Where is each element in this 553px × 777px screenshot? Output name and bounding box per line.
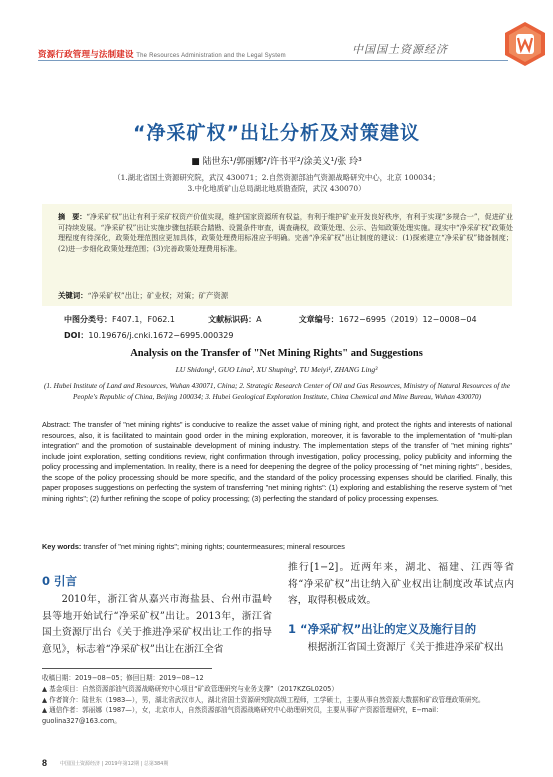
abstract-body: “净采矿权”出让有利于采矿权资产价值实现，维护国家资源所有权益，有利于维护矿业开发良好秩序，有利于实现“多规合一”，促进矿业可持续发展。“净采矿权”出让实施步骤包括联合踏勘、设置条件审查，调查确权，政策处理、公示、告知政策处理实施。现实中“净采矿权”政策处理程度有待深化，政策处理范围应更加具体，政策处理费用标准应予明确。完善“净采矿权”出让制度的建议：(1)探索建立“净采矿权”储备制度；(2)进一步细化政策处理范围；(3)完善政策处理费用标准。 <box>58 212 513 253</box>
english-title: Analysis on the Transfer of "Net Mining Rights" and Suggestions <box>130 348 423 359</box>
column-title-en: The Resources Administration and the Legal System <box>136 53 286 59</box>
affiliation-line: （1.湖北省国土资源研究院，武汉 430071；2.自然资源部油气资源战略研究中心，北京 100034； <box>113 173 440 182</box>
page-source: 中国国土资源经济 | 2019年第12期 | 总第384期 <box>60 761 169 767</box>
keywords-body: “净采矿权”出让；矿业权；对策；矿产资源 <box>87 291 229 300</box>
affiliations <box>40 172 513 194</box>
column-title <box>38 48 286 60</box>
doi-value: 10.19676/j.cnki.1672−6995.000329 <box>88 331 234 340</box>
english-abstract-label: Abstract: <box>42 420 71 429</box>
doi-label: DOI： <box>64 331 89 340</box>
doc-label: 文献标识码： <box>208 315 257 324</box>
page-number: 8 <box>42 758 48 768</box>
journal-logo-icon <box>505 22 545 66</box>
footnote-received: 收稿日期：2019−08−05；修回日期：2019−08−12 <box>42 674 204 682</box>
article-label: 文章编号： <box>298 315 339 324</box>
clc-value: F407.1，F062.1 <box>112 315 176 324</box>
article-value: 1672−6995（2019）12−0008−04 <box>338 315 477 324</box>
authors: ■ 陆世东¹/郭丽娜²/许书平²/涂美义¹/张 玲³ <box>191 157 362 167</box>
section-1-text: 根据浙江省国土资源厅《关于推进净采矿权出 <box>307 642 504 653</box>
english-keywords-body: transfer of "net mining rights"; mining rights; countermeasures; mineral resources <box>83 542 345 551</box>
english-affiliations: (1. Hubei Institute of Land and Resources, Wuhan 430071, China; 2. Strategic Research Center of Oil and Gas Resources, Ministry of Natural Resources of the People's Republic of China, Beijing 100034; 3. Hubei Geological Exploration Institute, China Chemical and Mine Bureau, Wuhan 430070) <box>43 381 511 401</box>
keywords-label: 关键词： <box>58 291 88 300</box>
journal-name: 中国国土资源经济 <box>352 43 448 56</box>
right-column-text: 推行[1−2]。近两年来，湖北、福建、江西等省将“净采矿权”出让纳入矿业权出让制度改革试点内容，取得积极成效。 <box>288 562 514 606</box>
article-title: “净采矿权”出让分析及对策建议 <box>133 122 420 144</box>
section-0-heading: 0 引言 <box>42 574 78 588</box>
header-divider <box>38 60 508 61</box>
abstract-label: 摘 要： <box>58 212 87 221</box>
footnote-author: ▲ 作者简介：陆世东（1983—），男，湖北省武汉市人，湖北省国土资源研究院高级工程师，工学硕士，主要从事自然资源大数据和矿政管理政策研究。 <box>42 695 485 704</box>
abstract-cn <box>58 212 513 254</box>
english-keywords <box>42 542 512 551</box>
english-abstract-body: The transfer of "net mining rights" is conducive to realize the asset value of mining right, and protect the rights and interests of national resources, also, it is facilitated to maintain good order in the mining exploration, moreover, it is favorable to the implementation of "multi-plan integration" and the promotion of sustainable development of mining industry. The implementation steps of the transfer of "net mining rights" include joint exploration, setting conditions review, right confirmation through investigation, policy processing, policy publicity and informing the policy processing and implementation. In reality, there is a need for deepening the degree of the policy processing of "net mining rights" , besides, the scope of the policy processing should be more specific, and the standard of the policy processing expenses should be clarified. Finally, this paper proposes suggestions on perfecting the system of transferring "net mining rights": (1) exploring and establishing the reserve system of "net mining rights"; (2) further refining the scope of policy processing; (3) perfecting the standard of policy processing expenses. <box>42 420 512 503</box>
keywords-cn <box>58 290 228 301</box>
affiliation-line: 3.中化地质矿山总局湖北地质勘查院，武汉 430070） <box>187 184 366 193</box>
english-keywords-label: Key words: <box>42 542 82 551</box>
footnote-fund: ▲ 基金项目：自然资源部油气资源战略研究中心项目“矿政管理研究与业务支撑”（2017KZGL0205） <box>42 684 338 693</box>
english-authors: LU Shidong¹, GUO Lina², XU Shuping², TU Meiyi¹, ZHANG Ling³ <box>175 365 378 374</box>
doi-line <box>64 330 233 341</box>
english-abstract <box>42 420 512 504</box>
clc-label: 中图分类号： <box>64 315 112 324</box>
footnotes <box>42 673 514 727</box>
column-title-cn: 资源行政管理与法制建设 <box>38 49 134 59</box>
classification-line <box>64 314 477 325</box>
doc-value: A <box>256 315 262 324</box>
section-1-heading: 1 “净采矿权”出让的定义及施行目的 <box>288 622 477 636</box>
footnote-corresponding: ▲ 通信作者：郭丽娜（1987—），女，北京市人，自然资源部油气资源战略研究中心助理研究员，主要从事矿产资源管理研究，E−mail：guolina327@163.com。 <box>42 706 443 726</box>
footnote-divider <box>42 668 212 669</box>
section-0-text: 2010年，浙江省从嘉兴市海盐县、台州市温岭县等地开始试行“净采矿权”出让。2013年，浙江省国土资源厅出台《关于推进净采矿权出让工作的指导意见》，标志着“净采矿权”出让在浙江全省 <box>42 594 272 655</box>
